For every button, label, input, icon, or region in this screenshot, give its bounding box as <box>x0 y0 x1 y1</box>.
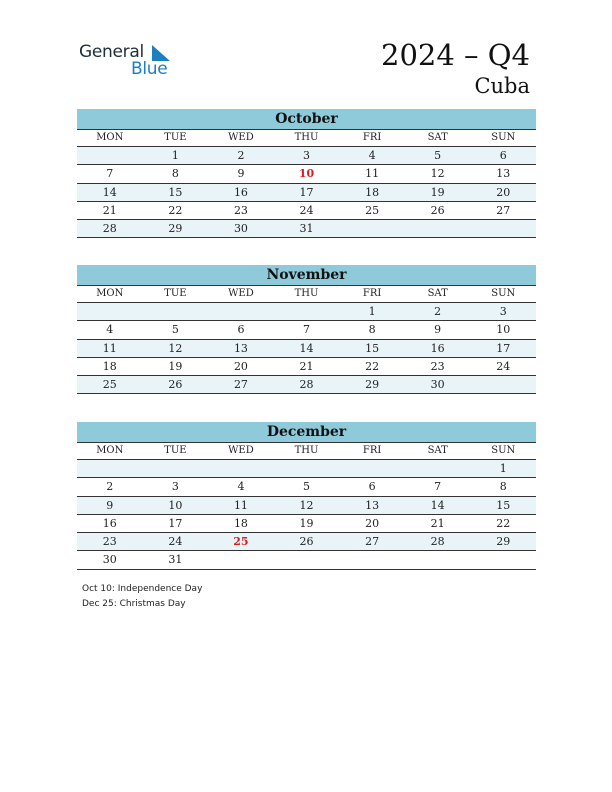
date-cell: 19 <box>168 359 183 373</box>
weekday-label: WED <box>228 132 254 143</box>
date-cell: 29 <box>168 222 183 236</box>
date-cell: 14 <box>299 341 314 355</box>
date-cell: 24 <box>299 203 314 217</box>
date-cell: 30 <box>430 378 445 392</box>
month-october <box>77 109 536 238</box>
date-cell: 15 <box>496 498 511 512</box>
week-row <box>77 202 536 220</box>
date-cell <box>470 551 536 568</box>
date-cell: 29 <box>496 535 511 549</box>
country-name: Cuba <box>474 74 530 98</box>
date-cell: 18 <box>102 359 117 373</box>
date-cell: 5 <box>434 149 442 162</box>
weekday-header-row <box>77 443 536 460</box>
date-cell <box>143 460 209 477</box>
weekday-label: MON <box>96 288 124 299</box>
date-cell: 7 <box>303 323 311 337</box>
date-cell: 7 <box>106 167 114 181</box>
weekday-label: SUN <box>491 445 516 456</box>
logo-word-general: General <box>79 42 144 62</box>
date-cell: 11 <box>102 341 117 355</box>
date-cell: 26 <box>430 203 445 217</box>
date-cell: 10 <box>168 498 183 512</box>
date-cell: 8 <box>368 323 376 337</box>
date-cell: 22 <box>365 359 380 373</box>
date-cell: 6 <box>368 480 376 494</box>
date-cell <box>208 551 274 568</box>
date-cell: 13 <box>496 167 511 181</box>
date-cell: 19 <box>430 185 445 199</box>
date-cell: 10 <box>496 323 511 337</box>
date-cell: 28 <box>299 378 314 392</box>
date-cell: 17 <box>496 341 511 355</box>
week-row <box>77 321 536 339</box>
weekday-label: TUE <box>164 445 187 456</box>
holiday-note: Dec 25: Christmas Day <box>82 599 186 609</box>
date-cell: 1 <box>368 305 376 318</box>
week-row <box>77 497 536 515</box>
month-name: December <box>77 422 536 443</box>
generalblue-logo <box>79 40 179 80</box>
date-cell: 15 <box>168 185 183 199</box>
date-cell: 14 <box>102 185 117 199</box>
date-cell <box>208 460 274 477</box>
date-cell: 8 <box>499 480 507 494</box>
date-cell: 4 <box>106 323 114 337</box>
date-cell: 30 <box>233 222 248 236</box>
date-cell: 4 <box>368 149 376 162</box>
date-cell <box>274 551 340 568</box>
week-row <box>77 551 536 569</box>
week-row <box>77 376 536 394</box>
weekday-label: WED <box>228 445 254 456</box>
date-cell: 23 <box>233 203 248 217</box>
weekday-label: WED <box>228 288 254 299</box>
date-cell <box>274 303 340 320</box>
date-cell <box>77 147 143 164</box>
date-cell: 19 <box>299 516 314 530</box>
date-cell: 9 <box>106 498 114 512</box>
date-cell: 14 <box>430 498 445 512</box>
weekday-label: TUE <box>164 132 187 143</box>
date-cell: 21 <box>102 203 117 217</box>
weekday-label: SAT <box>427 132 448 143</box>
date-cell: 26 <box>299 535 314 549</box>
holiday-date-cell: 10 <box>298 167 315 181</box>
date-cell: 29 <box>365 378 380 392</box>
date-cell: 25 <box>365 203 380 217</box>
date-cell: 3 <box>303 149 311 162</box>
date-cell: 25 <box>102 378 117 392</box>
week-row <box>77 184 536 202</box>
date-cell: 2 <box>434 305 442 318</box>
weekday-label: THU <box>294 445 319 456</box>
weekday-label: MON <box>96 132 124 143</box>
date-cell <box>405 551 471 568</box>
date-cell: 12 <box>430 167 445 181</box>
date-cell: 7 <box>434 480 442 494</box>
page-title: 2024 – Q4 <box>381 38 530 72</box>
date-cell: 31 <box>168 553 183 567</box>
date-cell: 12 <box>168 341 183 355</box>
date-cell: 2 <box>106 480 114 494</box>
date-cell <box>339 551 405 568</box>
date-cell: 13 <box>233 341 248 355</box>
date-cell: 3 <box>171 480 179 494</box>
date-cell: 22 <box>496 516 511 530</box>
date-cell: 27 <box>365 535 380 549</box>
date-cell <box>339 220 405 237</box>
holiday-notes <box>82 582 202 612</box>
holiday-date-cell: 25 <box>233 535 249 549</box>
date-cell: 30 <box>102 553 117 567</box>
date-cell <box>339 460 405 477</box>
date-cell <box>470 220 536 237</box>
date-cell <box>77 303 143 320</box>
date-cell <box>143 303 209 320</box>
weekday-label: FRI <box>362 288 382 299</box>
weekday-label: SAT <box>427 288 448 299</box>
date-cell: 20 <box>496 185 511 199</box>
date-cell: 20 <box>233 359 248 373</box>
week-row <box>77 220 536 238</box>
date-cell: 16 <box>102 516 117 530</box>
weekday-label: THU <box>294 132 319 143</box>
weekday-label: SUN <box>491 288 516 299</box>
date-cell <box>470 376 536 393</box>
date-cell: 8 <box>171 167 179 181</box>
week-row <box>77 515 536 533</box>
date-cell: 16 <box>430 341 445 355</box>
date-cell: 5 <box>303 480 311 494</box>
date-cell: 9 <box>237 167 245 181</box>
date-cell: 1 <box>499 462 507 475</box>
week-row <box>77 533 536 551</box>
date-cell: 27 <box>233 378 248 392</box>
date-cell: 3 <box>499 305 507 318</box>
date-cell: 9 <box>434 323 442 337</box>
month-november <box>77 265 536 394</box>
date-cell: 17 <box>299 185 314 199</box>
date-cell <box>274 460 340 477</box>
week-row <box>77 460 536 478</box>
date-cell: 6 <box>237 323 245 337</box>
date-cell: 15 <box>365 341 380 355</box>
week-row <box>77 147 536 165</box>
date-cell: 5 <box>171 323 179 337</box>
week-row <box>77 358 536 376</box>
date-cell: 24 <box>168 535 183 549</box>
week-row <box>77 303 536 321</box>
date-cell <box>208 303 274 320</box>
date-cell: 21 <box>299 359 314 373</box>
date-cell: 18 <box>365 185 380 199</box>
date-cell: 28 <box>102 222 117 236</box>
date-cell: 13 <box>365 498 380 512</box>
date-cell: 23 <box>430 359 445 373</box>
date-cell: 6 <box>499 149 507 162</box>
weekday-label: TUE <box>164 288 187 299</box>
weekday-label: MON <box>96 445 124 456</box>
weekday-header-row <box>77 286 536 303</box>
week-row <box>77 165 536 183</box>
week-row <box>77 340 536 358</box>
date-cell: 11 <box>365 167 380 181</box>
date-cell: 22 <box>168 203 183 217</box>
date-cell: 23 <box>102 535 117 549</box>
week-row <box>77 478 536 496</box>
weekday-label: THU <box>294 288 319 299</box>
weekday-label: SAT <box>427 445 448 456</box>
weekday-label: FRI <box>362 445 382 456</box>
date-cell: 1 <box>171 149 179 162</box>
date-cell: 11 <box>233 498 248 512</box>
date-cell: 17 <box>168 516 183 530</box>
date-cell: 31 <box>299 222 314 236</box>
weekday-header-row <box>77 130 536 147</box>
date-cell: 26 <box>168 378 183 392</box>
weekday-label: FRI <box>362 132 382 143</box>
date-cell <box>405 220 471 237</box>
date-cell: 18 <box>233 516 248 530</box>
date-cell: 4 <box>237 480 245 494</box>
date-cell: 12 <box>299 498 314 512</box>
month-name: October <box>77 109 536 130</box>
date-cell: 20 <box>365 516 380 530</box>
holiday-note: Oct 10: Independence Day <box>82 584 203 594</box>
logo-word-blue: Blue <box>131 59 168 79</box>
date-cell <box>405 460 471 477</box>
month-december <box>77 422 536 570</box>
date-cell: 24 <box>496 359 511 373</box>
date-cell: 16 <box>233 185 248 199</box>
date-cell: 21 <box>430 516 445 530</box>
date-cell: 28 <box>430 535 445 549</box>
date-cell: 27 <box>496 203 511 217</box>
weekday-label: SUN <box>491 132 516 143</box>
date-cell: 2 <box>237 149 245 162</box>
month-name: November <box>77 265 536 286</box>
date-cell <box>77 460 143 477</box>
